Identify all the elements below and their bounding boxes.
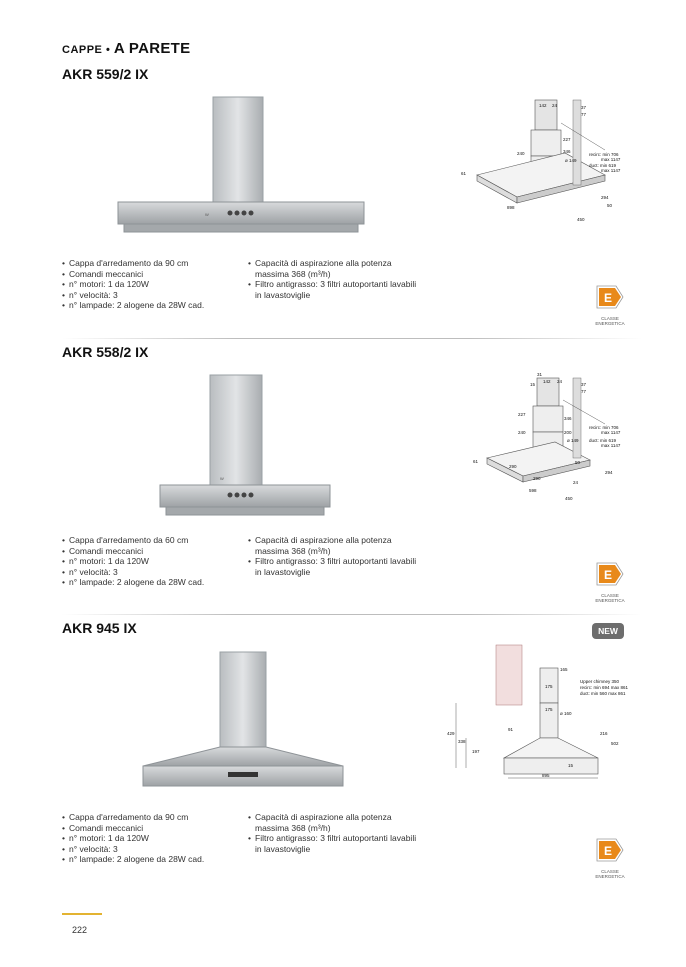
- dim-label: 15: [530, 382, 536, 387]
- dim-label: 502: [611, 741, 619, 746]
- dim-label: ø 149: [567, 438, 579, 443]
- feature-item: • Filtro antigrasso: 3 filtri autoportanti lavabili in lavastoviglie: [248, 833, 418, 854]
- feature-item: • n° motori: 1 da 120W: [62, 279, 242, 290]
- dim-label: 429: [447, 731, 455, 736]
- dim-label: Upper chimney 350: [580, 679, 620, 684]
- product-1-model: AKR 559/2 IX: [62, 66, 149, 82]
- dim-label: max 1147: [601, 157, 621, 162]
- dim-label: 598: [529, 488, 537, 493]
- energy-class-letter: E: [604, 844, 613, 858]
- dim-label: duct: min 619: [589, 163, 617, 168]
- svg-text:W: W: [220, 476, 224, 481]
- dim-label: 175: [545, 684, 553, 689]
- dim-label: 240: [518, 430, 526, 435]
- dim-label: 216: [600, 731, 608, 736]
- dim-label: 91: [508, 727, 514, 732]
- energy-class-caption: CLASSE ENERGETICA: [595, 316, 625, 326]
- dim-label: duct: min 619: [589, 438, 617, 443]
- section-divider: [62, 338, 642, 339]
- product-1-energy-label: [589, 285, 631, 326]
- energy-class-caption: CLASSE ENERGETICA: [595, 593, 625, 603]
- feature-item: • n° lampade: 2 alogene da 28W cad.: [62, 300, 242, 311]
- feature-item: • Comandi meccanici: [62, 823, 242, 834]
- feature-item: • n° lampade: 2 alogene da 28W cad.: [62, 854, 242, 865]
- dim-label: 24: [573, 480, 579, 485]
- dim-label: max 1147: [601, 430, 621, 435]
- product-3-hood-image: [138, 648, 348, 798]
- category-heading: [62, 40, 190, 57]
- product-1-features-left: [62, 258, 242, 311]
- energy-class-arrow-icon: [596, 285, 624, 309]
- dim-label: 227: [563, 137, 571, 142]
- product-2-model: AKR 558/2 IX: [62, 344, 149, 360]
- dim-label: 227: [518, 412, 526, 417]
- dim-label: 290: [509, 464, 517, 469]
- product-2-hood-image: [150, 370, 340, 520]
- feature-item: • Capacità di aspirazione alla potenza massima 368 (m³/h): [248, 535, 418, 556]
- feature-item: • Cappa d'arredamento da 90 cm: [62, 258, 242, 269]
- feature-item: • n° velocità: 3: [62, 290, 242, 301]
- feature-item: • Filtro antigrasso: 3 filtri autoportanti lavabili in lavastoviglie: [248, 279, 418, 300]
- dim-label: 450: [577, 217, 585, 222]
- dim-label: recirc: min 694 max 861: [580, 685, 629, 690]
- dim-label: 77: [581, 112, 587, 117]
- dim-label: 142: [543, 379, 551, 384]
- page-number: 222: [72, 925, 88, 935]
- dim-label: 24: [552, 103, 558, 108]
- feature-item: • Comandi meccanici: [62, 269, 242, 280]
- dim-label: duct: min 560 max 861: [580, 691, 626, 696]
- feature-item: • n° motori: 1 da 120W: [62, 833, 242, 844]
- dim-label: 50: [575, 460, 581, 465]
- section-divider: [62, 614, 642, 615]
- energy-class-arrow-icon: [596, 562, 624, 586]
- dim-label: 31: [537, 372, 543, 377]
- dim-label: 346: [563, 149, 571, 154]
- dim-label: 290: [533, 476, 541, 481]
- category-big: A PARETE: [113, 40, 191, 57]
- dim-label: 895: [542, 773, 550, 778]
- dim-label: 165: [560, 667, 568, 672]
- dim-label: 450: [565, 496, 573, 501]
- dim-label: max 1147: [601, 168, 621, 173]
- feature-item: • n° velocità: 3: [62, 567, 242, 578]
- dim-label: 61: [473, 459, 479, 464]
- dim-label: 142: [539, 103, 547, 108]
- product-2-energy-label: [589, 562, 631, 603]
- product-1-hood-image: [110, 92, 370, 242]
- product-1-dimension-drawing: [455, 95, 635, 230]
- dim-label: 294: [605, 470, 613, 475]
- energy-class-arrow-icon: [596, 838, 624, 862]
- feature-item: • n° velocità: 3: [62, 844, 242, 855]
- product-3-energy-label: [589, 838, 631, 879]
- dim-label: 15: [568, 763, 574, 768]
- product-2-features-left: [62, 535, 242, 588]
- feature-item: • Cappa d'arredamento da 60 cm: [62, 535, 242, 546]
- product-3-dimension-drawing: [448, 643, 633, 783]
- feature-item: • Comandi meccanici: [62, 546, 242, 557]
- energy-class-letter: E: [604, 568, 613, 582]
- category-small: CAPPE •: [62, 44, 111, 56]
- dim-label: 240: [517, 151, 525, 156]
- dim-label: 50: [607, 203, 613, 208]
- dim-label: 37: [581, 105, 587, 110]
- dim-label: 898: [507, 205, 515, 210]
- energy-class-caption: CLASSE ENERGETICA: [595, 869, 625, 879]
- dim-label: 200: [564, 430, 572, 435]
- feature-item: • n° motori: 1 da 120W: [62, 556, 242, 567]
- dim-label: 77: [581, 389, 587, 394]
- dim-label: 338: [458, 739, 466, 744]
- product-2-dimension-drawing: [455, 368, 635, 508]
- dim-label: ø 149: [565, 158, 577, 163]
- dim-label: ø 160: [560, 711, 572, 716]
- dim-label: 197: [472, 749, 480, 754]
- energy-class-letter: E: [604, 291, 613, 305]
- dim-label: 346: [564, 416, 572, 421]
- product-1-features-right: [248, 258, 418, 300]
- dim-label: 175: [545, 707, 553, 712]
- dim-label: 61: [461, 171, 467, 176]
- feature-item: • n° lampade: 2 alogene da 28W cad.: [62, 577, 242, 588]
- feature-item: • Capacità di aspirazione alla potenza massima 368 (m³/h): [248, 812, 418, 833]
- feature-item: • Filtro antigrasso: 3 filtri autoportanti lavabili in lavastoviglie: [248, 556, 418, 577]
- dim-label: 294: [601, 195, 609, 200]
- dim-label: recirc: min 706: [589, 152, 619, 157]
- dim-label: max 1147: [601, 443, 621, 448]
- product-3-model: AKR 945 IX: [62, 620, 137, 636]
- product-3-features-left: [62, 812, 242, 865]
- new-badge: NEW: [592, 623, 624, 639]
- feature-item: • Cappa d'arredamento da 90 cm: [62, 812, 242, 823]
- dim-label: recirc: min 706: [589, 425, 619, 430]
- dim-label: 37: [581, 382, 587, 387]
- product-2-features-right: [248, 535, 418, 577]
- dim-label: 24: [557, 379, 563, 384]
- product-3-features-right: [248, 812, 418, 854]
- svg-text:W: W: [205, 212, 209, 217]
- feature-item: • Capacità di aspirazione alla potenza massima 368 (m³/h): [248, 258, 418, 279]
- page-accent-line: [62, 913, 102, 915]
